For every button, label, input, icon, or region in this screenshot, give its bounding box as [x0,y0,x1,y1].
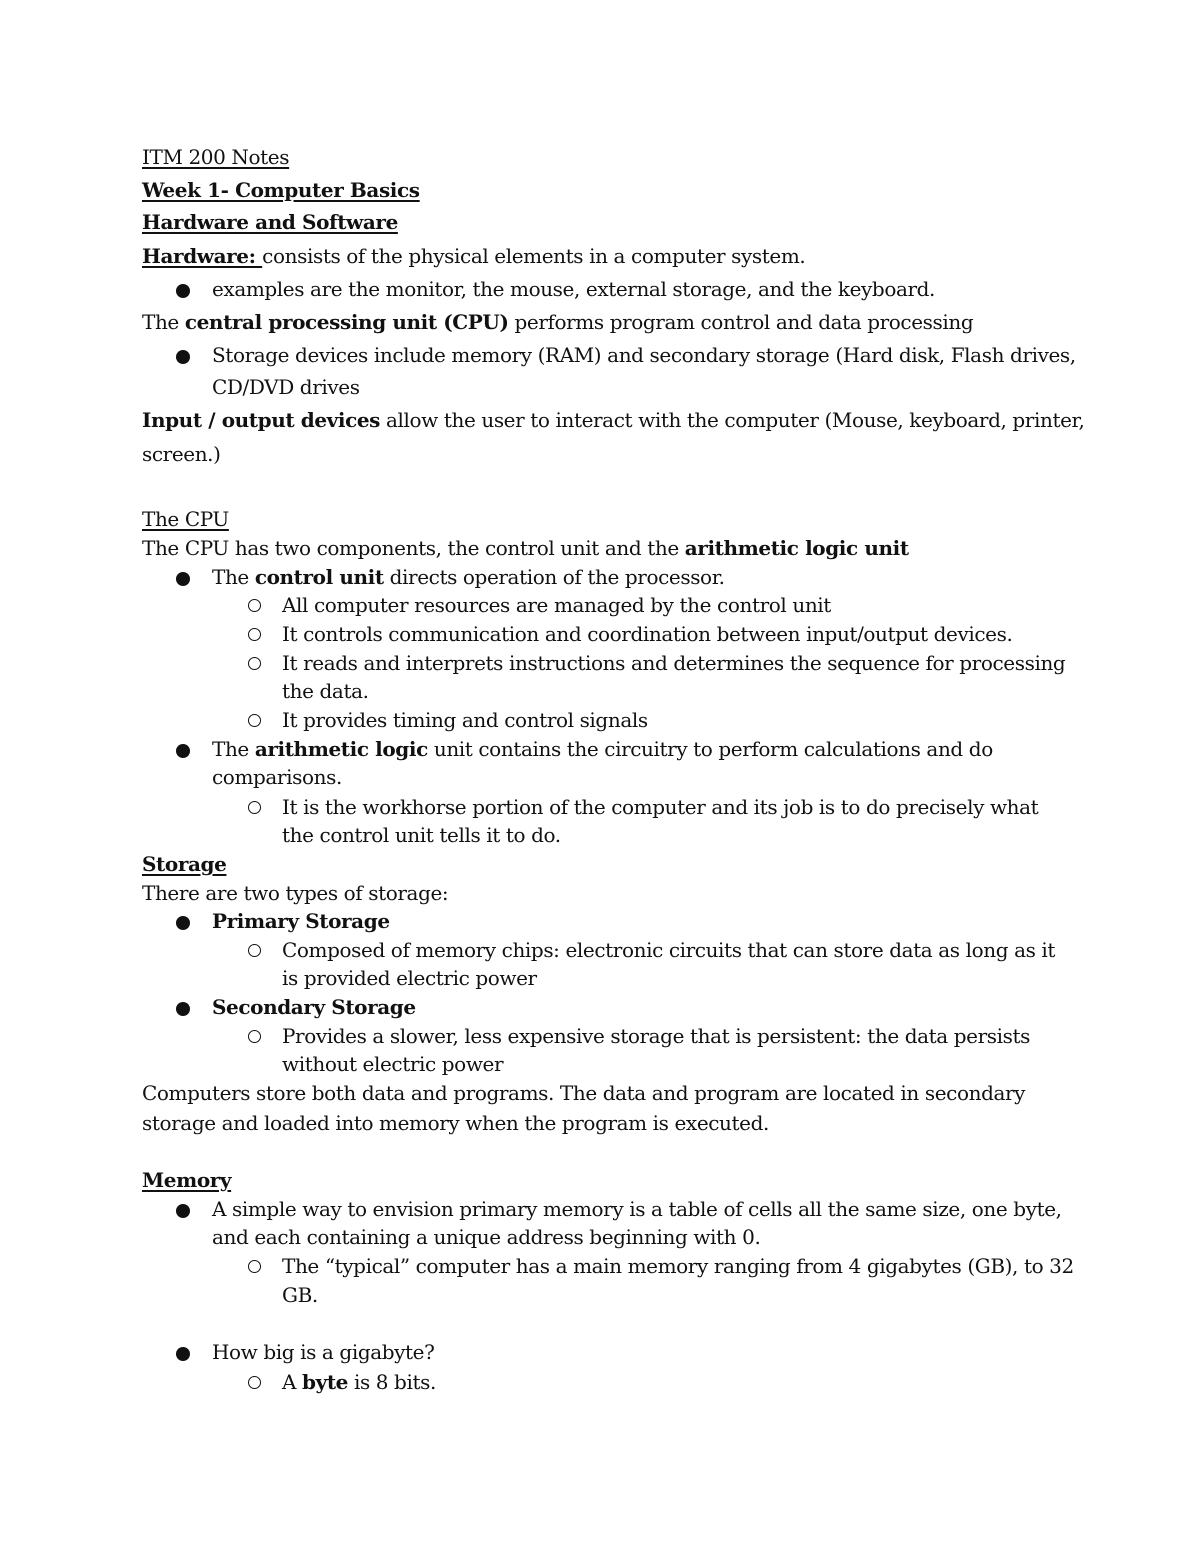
week-heading: Week 1- Computer Basics [142,178,420,202]
sub-bullet-icon [248,944,261,957]
cpu-components [142,534,1160,562]
alu-bold: arithmetic logic [254,737,428,761]
cu-sub-2: It controls communication and coordination between input/output devices. [282,622,1013,646]
sub-bullet-icon [248,1030,261,1043]
alu-pre: The [212,737,255,761]
alu-sub-b: the control unit tells it to do. [282,823,561,847]
primary-storage-label: Primary Storage [212,909,390,933]
gigabyte-question: How big is a gigabyte? [212,1340,435,1364]
byte-pre: A [282,1370,303,1394]
cpu-intro-pre: The [142,310,185,334]
memory-heading: Memory [142,1168,232,1192]
sub-bullet-icon [248,657,261,670]
cu-sub-3b: the data. [282,679,369,703]
alu-post: unit contains the circuitry to perform calculations and do [427,737,993,761]
byte-bold: byte [302,1370,348,1394]
io-bold: Input / output devices [142,408,381,432]
control-unit-item [212,563,1160,591]
alu-item-cont: comparisons. [212,765,342,789]
hardware-label: Hardware: [142,244,263,268]
storage-devices-line-1: Storage devices include memory (RAM) and secondary storage (Hard disk, Flash drives, [212,343,1076,367]
store-paragraph-1: Computers store both data and programs. The data and program are located in secondary [142,1081,1026,1105]
hardware-examples: examples are the monitor, the mouse, external storage, and the keyboard. [212,277,936,301]
memory-sub-a: The “typical” computer has a main memory ranging from 4 gigabytes (GB), to 32 [282,1254,1074,1278]
sub-bullet-icon [248,599,261,612]
bullet-icon [176,744,190,758]
cpu-components-pre: The CPU has two components, the control unit and the [142,536,685,560]
byte-definition [282,1368,1160,1396]
sub-bullet-icon [248,714,261,727]
hardware-text: consists of the physical elements in a computer system. [262,244,806,268]
cu-sub-3a: It reads and interprets instructions and determines the sequence for processing [282,651,1066,675]
cu-bold: control unit [254,565,384,589]
memory-sub-b: GB. [282,1283,318,1307]
bullet-icon [176,284,190,298]
doc-title: ITM 200 Notes [142,145,290,169]
sub-bullet-icon [248,801,261,814]
cu-sub-4: It provides timing and control signals [282,708,648,732]
io-devices-cont: screen.) [142,442,221,466]
bullet-icon [176,1347,190,1361]
cpu-intro [142,308,1160,336]
cpu-heading: The CPU [142,507,229,531]
bullet-icon [176,350,190,364]
byte-post: is 8 bits. [347,1370,436,1394]
secondary-storage-label: Secondary Storage [212,995,416,1019]
cu-pre: The [212,565,255,589]
storage-devices-line-2: CD/DVD drives [212,375,360,399]
sub-bullet-icon [248,1260,261,1273]
memory-bullet-a: A simple way to envision primary memory is a table of cells all the same size, one byte, [212,1197,1062,1221]
cpu-intro-bold: central processing unit (CPU) [184,310,509,334]
cu-post: directs operation of the processor. [383,565,725,589]
alu-item [212,735,1160,763]
memory-bullet-b: and each containing a unique address beginning with 0. [212,1225,761,1249]
store-paragraph-2: storage and loaded into memory when the program is executed. [142,1111,769,1135]
alu-sub-a: It is the workhorse portion of the computer and its job is to do precisely what [282,795,1039,819]
storage-intro: There are two types of storage: [142,881,449,905]
bullet-icon [176,1002,190,1016]
storage-heading: Storage [142,852,227,876]
hardware-definition [142,242,1160,270]
bullet-icon [176,1204,190,1218]
io-text: allow the user to interact with the computer (Mouse, keyboard, printer, [380,408,1085,432]
cpu-intro-post: performs program control and data processing [508,310,974,334]
cu-sub-1: All computer resources are managed by the control unit [282,593,831,617]
cpu-components-bold: arithmetic logic unit [684,536,909,560]
primary-sub-a: Composed of memory chips: electronic circuits that can store data as long as it [282,938,1056,962]
hardware-software-heading: Hardware and Software [142,210,398,234]
primary-sub-b: is provided electric power [282,966,537,990]
sub-bullet-icon [248,1376,261,1389]
bullet-icon [176,572,190,586]
secondary-sub-b: without electric power [282,1052,504,1076]
secondary-sub-a: Provides a slower, less expensive storage that is persistent: the data persists [282,1024,1031,1048]
sub-bullet-icon [248,628,261,641]
bullet-icon [176,916,190,930]
io-devices [142,406,1160,434]
